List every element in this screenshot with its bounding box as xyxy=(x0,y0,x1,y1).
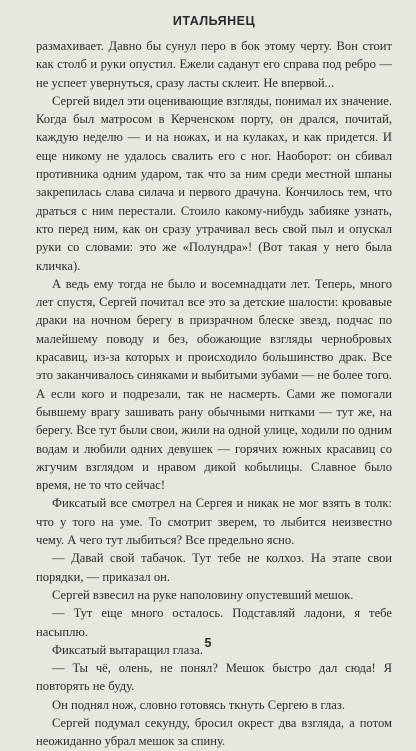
paragraph: А ведь ему тогда не было и восемнадцати лет. Теперь, много лет спустя, Сергей почитал все это за детские шалости: кровавые драки на ночном берегу в призрачном блеске звезд, подчас по малейшему поводу и без, обожающие взгляды чернобровых красавиц, из-за которых и происходило большинство драк. Все это заканчивалось синяками и выбитыми зубами — не более того. А если кого и подрезали, так не насмерть. Сами же помогали бывшему врагу зашивать рану обычными нитками — тут же, на берегу. Все тут были свои, жили на одной улице, ходили по одним водам и любили одних девушек — горячих южных красавиц со жгучим взглядом и нравом дикой кобылицы. Славное было время, не то что сейчас! xyxy=(36,276,393,493)
paragraph: — Ты чё, олень, не понял? Мешок быстро дал сюда! Я повторять не буду. xyxy=(36,661,392,694)
page-number: 5 xyxy=(204,636,212,650)
paragraph: Сергей подумал секунду, бросил окрест два взгляда, а потом неожиданно убрал мешок за спину. xyxy=(36,715,392,749)
paragraph: Сергей видел эти оценивающие взгляды, понимал их значение. Когда был матросом в Керченском порту, он дрался, почитай, каждую неделю — и на ножах, и на кулаках, и как придется. И еще никому не удалось свалить его с ног. Наоборот: он сбивал противника одним ударом, так что за ним среди местной шпаны закрепилась слава силача и первого драчуна. Кончилось тем, что драться с ним перестали. Стоило какому-нибудь забияке узнать, кто перед ним, как он сразу утрачивал весь свой пыл и опускал руки со словами: это же «Полундра»! (Вот такая у него была кличка). xyxy=(36,93,392,273)
paragraph: Он поднял нож, словно готовясь ткнуть Сергею в глаз. xyxy=(52,697,345,712)
paragraph: размахивает. Давно бы сунул перо в бок этому черту. Вон стоит как столб и руки опустил. Ежели саданут его справа под ребро — не успеет увернуться, сразу ласты склеит. Не впервой... xyxy=(36,39,392,90)
paragraph: Фиксатый вытаращил глаза. xyxy=(52,642,203,657)
paragraph: — Тут еще много осталось. Подставляй ладони, я тебе насыплю. xyxy=(36,606,392,639)
paragraph: Сергей взвесил на руке наполовину опустевший мешок. xyxy=(52,587,354,602)
paragraph: Фиксатый все смотрел на Сергея и никак не мог взять в толк: что у того на уме. То смотрит зверем, то лыбится неизвестно чему. А чего тут лыбиться? Все предельно ясно. xyxy=(36,496,392,548)
paragraph: — Давай свой табачок. Тут тебе не колхоз. На этапе свои порядки, — приказал он. xyxy=(36,551,392,584)
running-header: ИТАЛЬЯНЕЦ xyxy=(172,14,256,28)
